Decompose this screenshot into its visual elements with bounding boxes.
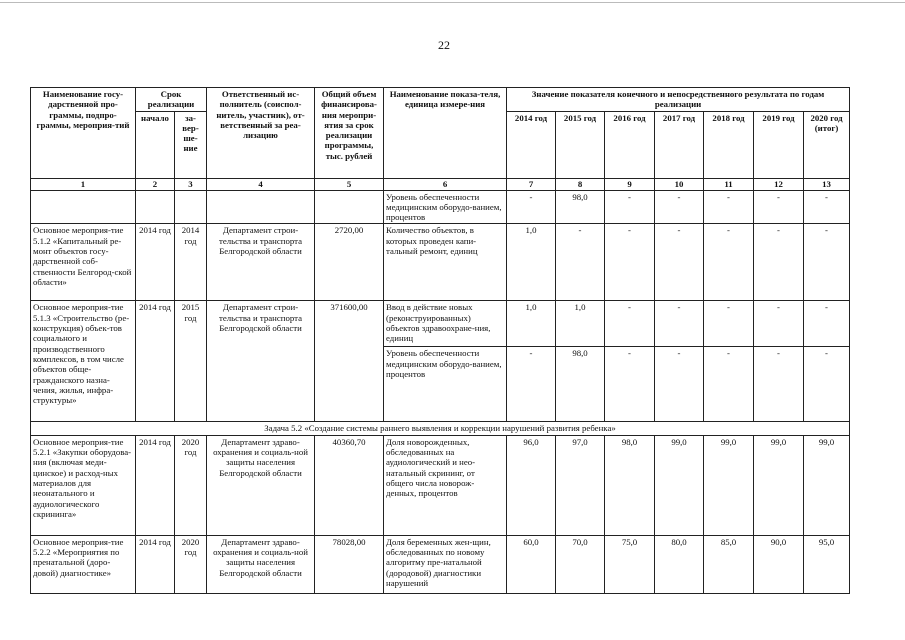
header-year-2014: 2014 год — [507, 111, 556, 178]
row-value-2014: 1,0 — [507, 301, 556, 347]
row-value-2016: - — [605, 347, 655, 422]
row-value-2020: 95,0 — [804, 535, 850, 593]
row-indicator: Количество объектов, в которых проведен капи-тальный ремонт, единиц — [384, 224, 507, 301]
row-responsible — [207, 190, 315, 224]
row-funding: 40360,70 — [315, 435, 384, 535]
row-name: Основное мероприя-тие 5.2.2 «Мероприятия по пренатальной (доро-довой) диагностике» — [31, 535, 136, 593]
row-end — [175, 190, 207, 224]
col-num-12: 12 — [754, 178, 804, 190]
col-num-5: 5 — [315, 178, 384, 190]
col-num-3: 3 — [175, 178, 207, 190]
row-name: Основное мероприя-тие 5.2.1 «Закупки оборудова-ния (включая меди-цинское) и расход-ных материалов для неонатального и аудиологического скрининга» — [31, 435, 136, 535]
row-end: 2015 год — [175, 301, 207, 422]
col-num-9: 9 — [605, 178, 655, 190]
row-value-2016: 75,0 — [605, 535, 655, 593]
row-name: Основное мероприя-тие 5.1.3 «Строительство (ре-конструкция) объек-тов социального и производственного комплексов, в том числе объектов обще-гражданского назна-чения, жилья, инфра-структуры» — [31, 301, 136, 422]
row-value-2020: - — [804, 190, 850, 224]
row-end: 2020 год — [175, 435, 207, 535]
row-responsible: Департамент строи-тельства и транспорта Белгородской области — [207, 301, 315, 422]
header-funding: Общий объем финансирова-ния меропри-ятия за срок реализации программы, тыс. рублей — [315, 88, 384, 179]
row-value-2019: 90,0 — [754, 535, 804, 593]
row-value-2017: - — [655, 347, 704, 422]
row-value-2014: 1,0 — [507, 224, 556, 301]
row-value-2017: 99,0 — [655, 435, 704, 535]
header-year-2017: 2017 год — [655, 111, 704, 178]
row-funding: 78028,00 — [315, 535, 384, 593]
row-funding: 2720,00 — [315, 224, 384, 301]
row-indicator: Доля беременных жен-щин, обследованных по новому алгоритму пре-натальной (дородовой) диагностики нарушений — [384, 535, 507, 593]
row-responsible: Департамент здраво-охранения и социаль-ной защиты населения Белгородской области — [207, 535, 315, 593]
row-value-2020: - — [804, 224, 850, 301]
row-funding: 371600,00 — [315, 301, 384, 422]
header-year-2019: 2019 год — [754, 111, 804, 178]
header-end: за-вер-ше-ние — [175, 111, 207, 178]
row-indicator: Ввод в действие новых (реконструированных) объектов здравоохране-ния, единиц — [384, 301, 507, 347]
row-start: 2014 год — [136, 535, 175, 593]
row-value-2016: 98,0 — [605, 435, 655, 535]
row-value-2015: - — [556, 224, 605, 301]
header-year-2016: 2016 год — [605, 111, 655, 178]
row-indicator: Доля новорожденных, обследованных на аудиологический и нео-натальный скрининг, от общего числа новорож-денных, процентов — [384, 435, 507, 535]
row-value-2014: - — [507, 190, 556, 224]
row-value-2019: - — [754, 190, 804, 224]
row-value-2015: 1,0 — [556, 301, 605, 347]
row-value-2017: - — [655, 190, 704, 224]
row-value-2015: 70,0 — [556, 535, 605, 593]
row-value-2017: - — [655, 301, 704, 347]
col-num-11: 11 — [704, 178, 754, 190]
col-num-2: 2 — [136, 178, 175, 190]
col-num-4: 4 — [207, 178, 315, 190]
row-value-2020: - — [804, 347, 850, 422]
row-start: 2014 год — [136, 301, 175, 422]
col-num-8: 8 — [556, 178, 605, 190]
table-row — [31, 190, 850, 224]
header-name: Наименование госу-дарственной про-граммы, подпро-граммы, мероприя-тий — [31, 88, 136, 179]
row-funding — [315, 190, 384, 224]
row-value-2014: 60,0 — [507, 535, 556, 593]
row-value-2014: - — [507, 347, 556, 422]
table-row — [31, 435, 850, 535]
row-start — [136, 190, 175, 224]
col-num-1: 1 — [31, 178, 136, 190]
row-name: Основное мероприя-тие 5.1.2 «Капитальный ре-монт объектов госу-дарственной соб-ственности Белгород-ской области» — [31, 224, 136, 301]
header-indicator: Наименование показа-теля, единица измере-ния — [384, 88, 507, 179]
header-start: начало — [136, 111, 175, 178]
header-responsible: Ответственный ис-полнитель (соиспол-нитель, участник), от-ветственный за реа-лизацию — [207, 88, 315, 179]
row-end: 2014 год — [175, 224, 207, 301]
header-year-2018: 2018 год — [704, 111, 754, 178]
header-term: Срок реализации — [136, 88, 207, 112]
row-end: 2020 год — [175, 535, 207, 593]
row-indicator: Уровень обеспеченности медицинским оборудо-ванием, процентов — [384, 190, 507, 224]
row-value-2016: - — [605, 224, 655, 301]
row-value-2019: - — [754, 224, 804, 301]
column-number-row — [31, 178, 850, 190]
col-num-10: 10 — [655, 178, 704, 190]
row-start: 2014 год — [136, 224, 175, 301]
row-value-2018: 85,0 — [704, 535, 754, 593]
table-row — [31, 301, 850, 347]
row-value-2018: - — [704, 347, 754, 422]
row-value-2016: - — [605, 190, 655, 224]
page-number: 22 — [438, 38, 450, 52]
row-value-2014: 96,0 — [507, 435, 556, 535]
header-year-2015: 2015 год — [556, 111, 605, 178]
row-value-2016: - — [605, 301, 655, 347]
row-name — [31, 190, 136, 224]
row-value-2020: 99,0 — [804, 435, 850, 535]
col-num-6: 6 — [384, 178, 507, 190]
header-values: Значение показателя конечного и непосредственного результата по годам реализации — [507, 88, 850, 112]
row-start: 2014 год — [136, 435, 175, 535]
row-value-2019: - — [754, 347, 804, 422]
row-value-2015: 97,0 — [556, 435, 605, 535]
row-value-2018: - — [704, 224, 754, 301]
task-title: Задача 5.2 «Создание системы раннего выявления и коррекции нарушений развития ребенка» — [31, 422, 850, 435]
header-year-2020: 2020 год (итог) — [804, 111, 850, 178]
col-num-7: 7 — [507, 178, 556, 190]
row-value-2015: 98,0 — [556, 347, 605, 422]
row-value-2019: - — [754, 301, 804, 347]
header-row-1 — [31, 88, 850, 112]
col-num-13: 13 — [804, 178, 850, 190]
row-responsible: Департамент строи-тельства и транспорта Белгородской области — [207, 224, 315, 301]
row-value-2017: - — [655, 224, 704, 301]
program-table — [30, 87, 850, 594]
top-border-line — [0, 2, 905, 3]
row-value-2018: - — [704, 190, 754, 224]
row-value-2020: - — [804, 301, 850, 347]
table-row — [31, 224, 850, 301]
row-responsible: Департамент здраво-охранения и социаль-ной защиты населения Белгородской области — [207, 435, 315, 535]
row-value-2019: 99,0 — [754, 435, 804, 535]
row-value-2018: 99,0 — [704, 435, 754, 535]
row-value-2015: 98,0 — [556, 190, 605, 224]
row-value-2018: - — [704, 301, 754, 347]
task-row — [31, 422, 850, 435]
row-indicator: Уровень обеспеченности медицинским оборудо-ванием, процентов — [384, 347, 507, 422]
row-value-2017: 80,0 — [655, 535, 704, 593]
table-row — [31, 535, 850, 593]
